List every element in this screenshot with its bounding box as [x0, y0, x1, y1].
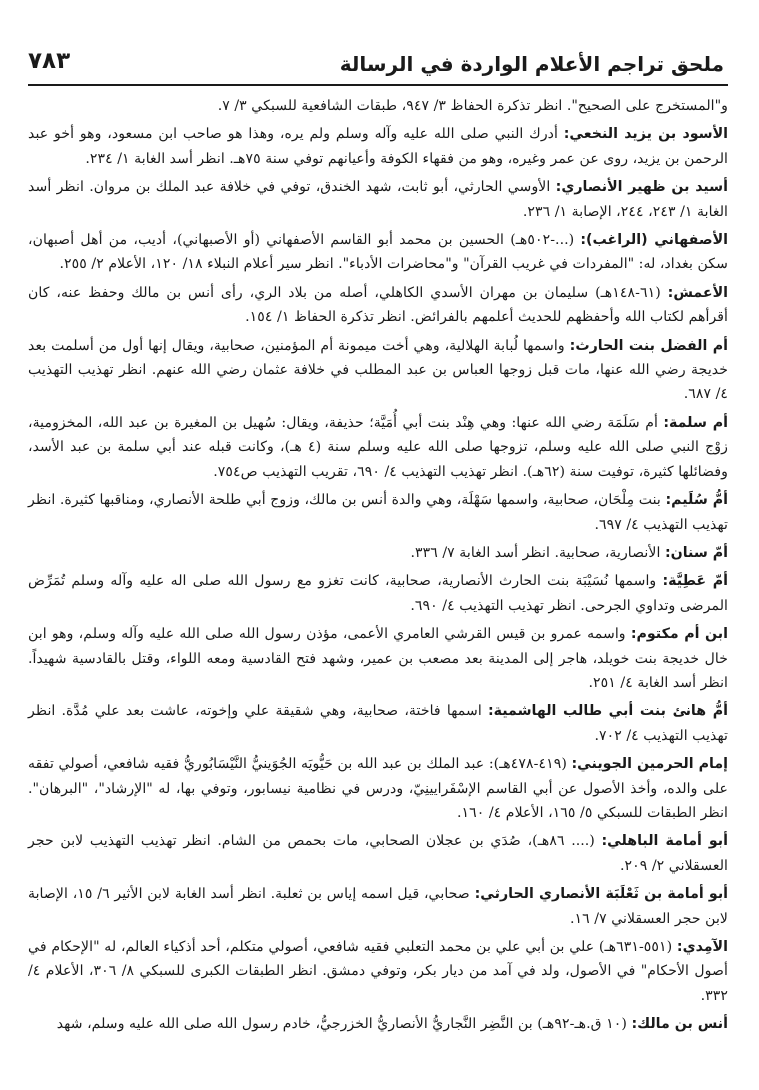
entry	[28, 281, 728, 330]
entry	[28, 829, 728, 878]
entry-name: الآمِدي:	[676, 939, 728, 955]
entry-name: أسيد بن ظهير الأنصاري:	[555, 179, 728, 196]
entries-list	[28, 86, 728, 1037]
entry	[28, 334, 728, 407]
entry-name: أبو أمامة الباهلي:	[601, 833, 728, 850]
entry-text: (٤١٩-٤٧٨هـ): عبد الملك بن عبد الله بن حَيُّويَه الجُوَينيُّ النَّيْسَابُوريُّ فقيه شافعي، أصولي تفقه على والده، وأخذ الأصول عن أبي القاسم الإسْفَرايينِيّ، ودرس في نظامية نيسابور، وتوفي بها، له "الإرشاد"، "البرهان". انظر الطبقات للسبكي ٥/ ١٦٥، الأعلام ٤/ ١٦٠.	[28, 756, 728, 821]
entry-text: أدرك النبي صلى الله عليه وآله وسلم ولم يره، وهذا هو صاحب ابن مسعود، وهو أخو عبد الرحمن بن يزيد، روى عن عمر وغيره، وهو من فقهاء الكوفة وأعيانهم توفي سنة ٧٥هـ. انظر أسد الغابة ١/ ٢٣٤.	[28, 126, 728, 167]
entry-text: بنت مِلْحَان، صحابية، واسمها سَهْلَة، وهي والدة أنس بن مالك، وزوج أبي طلحة الأنصاري، ومناقبها كثيرة. انظر تهذيب التهذيب ٤/ ٦٩٧.	[28, 492, 728, 533]
entry-name: أبو أمامة بن ثَعْلَبَة الأنصاري الحارثي:	[474, 886, 729, 903]
entry	[28, 935, 728, 1008]
entry-name: أمُّ هانئ بنت أبي طالب الهاشمية:	[487, 703, 728, 720]
entry	[28, 1012, 728, 1036]
entry-text: أم سَلَمَة رضي الله عنها: وهي هِنْد بنت أبي أُمَيَّة؛ حذيفة، ويقال: سُهيل بن المغيرة بن عبد الله، المخزومية، زوْج النبي صلى الله عليه وسلم، تزوجها صلى الله عليه وسلم سنة (٤ هـ)، وكانت قبله عند أبي سلمة بن عبد الأسد، وفضائلها كثيرة، توفيت سنة (٦٢هـ). انظر تهذيب التهذيب ٤/ ٦٩٠، تقريب التهذيب ص٧٥٤.	[28, 414, 728, 480]
entry-text: (٥٥١-٦٣١هـ) علي بن أبي علي بن محمد التعلبي فقيه شافعي، أصولي متكلم، أحد أذكياء العالم، له "الإحكام في أصول الأحكام" في الأصول، ولد في آمد من ديار بكر، وتوفي دمشق. انظر الطبقات الكبرى للسبكي ٨/ ٣٠٦، الأعلام ٤/ ٣٣٢.	[28, 939, 728, 1004]
entry	[28, 228, 728, 277]
entry	[28, 175, 728, 224]
entry-name: أمُّ سُلَيم:	[665, 492, 728, 509]
entry	[28, 882, 728, 931]
entry	[28, 488, 728, 537]
entry	[28, 699, 728, 748]
entry-text: صحابي، قيل اسمه إياس بن ثعلبة. انظر أسد الغابة لابن الأثير ٦/ ١٥، الإصابة لابن حجر العسقلاني ٧/ ١٦.	[28, 886, 728, 927]
entry-name: ابن أم مكتوم:	[630, 626, 728, 643]
entry	[28, 541, 728, 565]
entry-text: اسمها فاختة، صحابية، وهي شقيقة علي وإخوته، عاشت بعد علي مُدَّة. انظر تهذيب التهذيب ٤/ ٧٠٢.	[28, 703, 728, 744]
entry	[28, 122, 728, 171]
entry-name: الأعمش:	[667, 284, 728, 301]
entry	[28, 411, 728, 484]
entry-text: واسمها نُسَيْبَة بنت الحارث الأنصارية، صحابية، كانت تغزو مع رسول الله صلى اله عليه وآله وسلم تُمَرِّض المرضى وتداوي الجرحى. انظر تهذيب التهذيب ٤/ ٦٩٠.	[28, 573, 728, 614]
header-title: ملحق تراجم الأعلام الواردة في الرسالة	[339, 52, 724, 76]
entry-text: (.... ٨٦هـ)، صُدَي بن عجلان الصحابي، مات بحمص من الشام. انظر تهذيب التهذيب لابن حجر العسقلاني ٢/ ٢٠٩.	[28, 833, 728, 874]
entry	[28, 622, 728, 695]
entry-name: أم الفضل بنت الحارث:	[569, 337, 728, 354]
page-number: ٧٨٣	[28, 48, 71, 74]
entry-text: (٦١-١٤٨هـ) سليمان بن مهران الأسدي الكاهلي، أصله من بلاد الري، رأى أنس بن مالك وحفظ عنه، كان أقرأهم لكتاب الله وأحفظهم للحديث أعلمهم بالفرائض. انظر تذكرة الحفاظ ١/ ١٥٤.	[28, 284, 728, 326]
entry-name: أمّ عَطِيَّة:	[662, 573, 728, 590]
entry-name: الأسود بن يزيد النخعي:	[563, 126, 729, 143]
entry-name: إمام الحرمين الجويني:	[571, 756, 729, 773]
entry	[28, 752, 728, 825]
entry-text: الأنصارية، صحابية. انظر أسد الغابة ٧/ ٣٣٦.	[410, 544, 661, 561]
entry-name: أمّ سنان:	[664, 544, 728, 561]
entry-text: واسمها لُبابة الهلالية، وهي أخت ميمونة أم المؤمنين، صحابية، ويقال إنها أول من أسلمت بعد خديجة رضي الله عنها، مات قبل زوجها العباس بن عبد المطلب في خلافة عثمان رضي الله عنهم. انظر تهذيب التهذيب ٤/ ٦٨٧.	[28, 337, 728, 403]
entry-name: الأصفهاني (الراغب):	[580, 232, 728, 249]
entry-text: (...-٥٠٢هـ) الحسين بن محمد أبو القاسم الأصفهاني (أو الأصبهاني)، أديب، من أهل أصبهان، سكن بغداد، له: "المفردات في غريب القرآن" و"محاضرات الأدباء". انظر سير أعلام النبلاء ١٨/ ١٢٠، الأعلام ٢/ ٢٥٥.	[28, 232, 728, 273]
running-header	[28, 44, 728, 86]
entry-name: أم سلمة:	[663, 414, 729, 431]
entry-text: الأوسي الحارثي، أبو ثابت، شهد الخندق، توفي في خلافة عبد الملك بن مروان. انظر أسد الغابة ١/ ٢٤٣، ٢٤٤، الإصابة ١/ ٢٣٦.	[28, 179, 728, 220]
document-page	[28, 44, 728, 1041]
entry	[28, 569, 728, 618]
entry-name: أنس بن مالك:	[631, 1016, 728, 1033]
entry-text: (١٠ ق.هـ-٩٢هـ) بن النَّضِر النَّجاريُّ الأنصاريُّ الخزرجيُّ، خادم رسول الله صلى الله عليه وسلم، شهد	[56, 1016, 627, 1033]
entry-text: واسمه عمرو بن قيس القرشي العامري الأعمى، مؤذن رسول الله صلى الله عليه وآله وسلم، وهو ابن خال خديجة بنت خويلد، هاجر إلى المدينة بعد مصعب بن عمير، وشهد فتح القادسية ومعه اللواء، وقتل بالقادسية شهيداً. انظر أسد الغابة ٤/ ٢٥١.	[28, 626, 728, 691]
entry-continuation: و"المستخرج على الصحيح". انظر تذكرة الحفاظ ٣/ ٩٤٧، طبقات الشافعية للسبكي ٣/ ٧.	[217, 98, 728, 114]
